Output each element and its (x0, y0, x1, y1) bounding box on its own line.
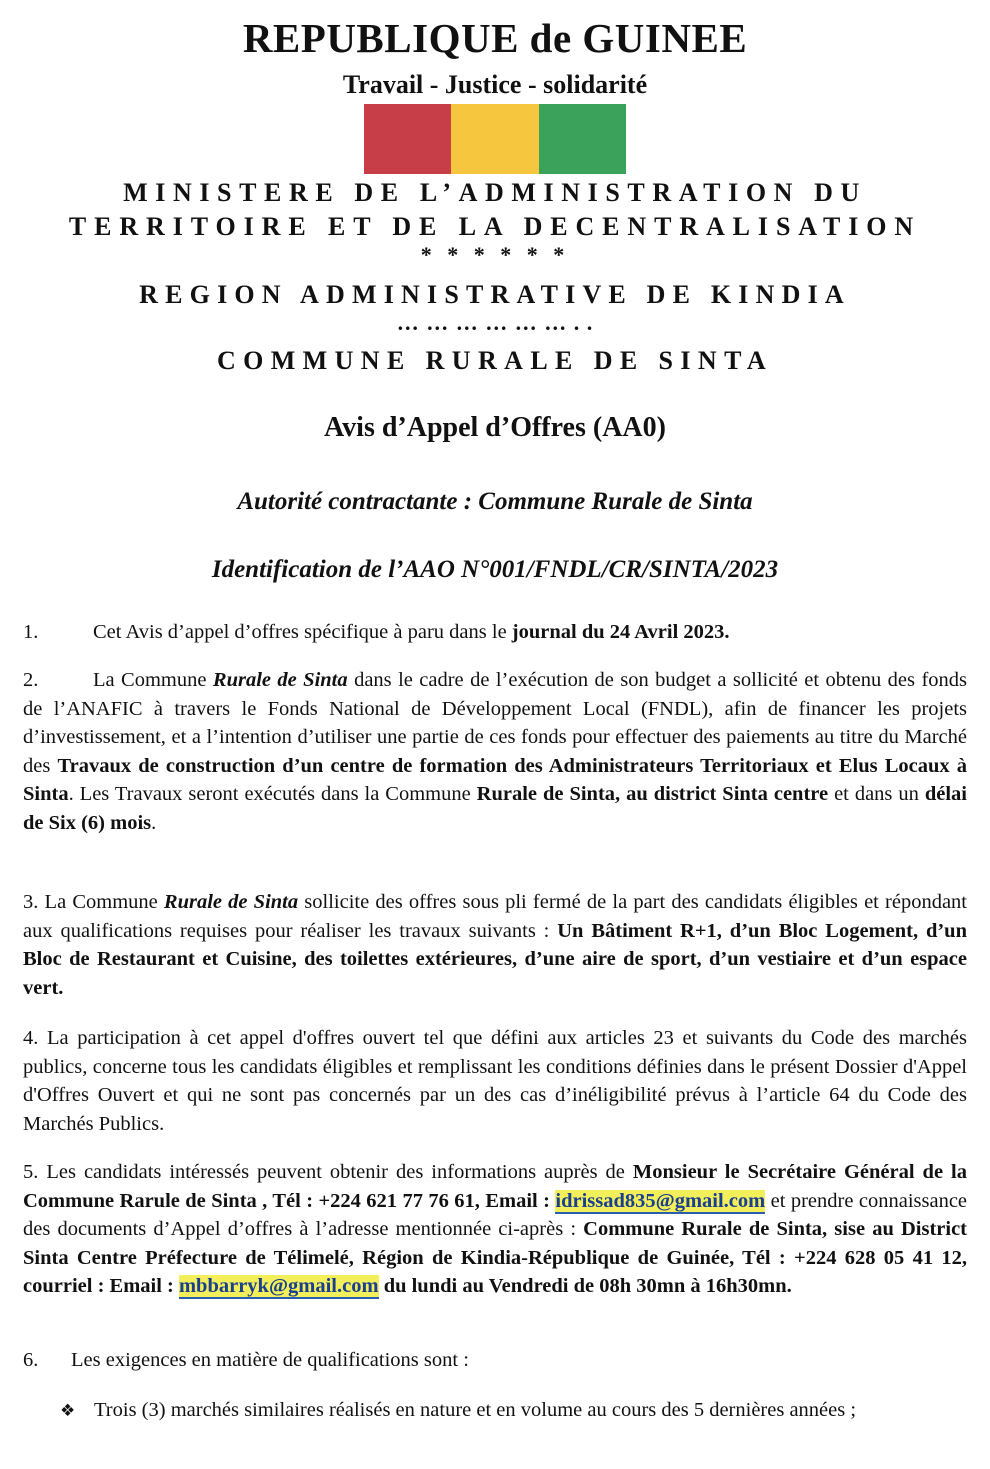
paragraph-number: 1. (23, 621, 39, 643)
paragraph-number: 2. (23, 669, 39, 691)
paragraph-4: 4. La participation à cet appel d'offres ouvert tel que défini aux articles 23 et suivants du Code des marchés publics, concerne tous les candidats éligibles et remplissant les conditions définies dans le présent Dossier d'Appel d'Offres Ouvert et qui ne sont pas concernés par un des cas d’inéligibilité prévus à l’article 64 du Code des Marchés Publics. (23, 1027, 967, 1135)
contracting-authority: Autorité contractante : Commune Rurale de Sinta (237, 488, 753, 515)
commune-name: COMMUNE RURALE DE SINTA (216, 346, 774, 375)
paragraph-6: 6. Les exigences en matière de qualifications sont : (23, 1346, 967, 1375)
paragraph-3: 3. La Commune Rurale de Sinta sollicite des offres sous pli fermé de la part des candidats éligibles et répondant aux qualifications requises pour réaliser les travaux suivants : Un Bâtiment R+1, d’un Bloc Logement, d’un Bloc de Restaurant et Cuisine, des toilettes extérieures, d’une aire de sport, d’un vestiaire et d’un espace vert. (23, 891, 967, 999)
stars-separator: * * * * * * (420, 242, 570, 267)
tender-identification: Identification de l’AAO N°001/FNDL/CR/SINTA/2023 (211, 556, 779, 583)
email-link-secretary[interactable]: idrissad835@gmail.com (555, 1189, 766, 1212)
flag-green-band (539, 104, 626, 174)
guinea-flag (364, 104, 626, 174)
ministry-line-2: TERRITOIRE ET DE LA DECENTRALISATION (68, 212, 922, 241)
republic-title: REPUBLIQUE de GUINEE (242, 15, 748, 61)
dots-separator: … … … … … … . . (396, 310, 594, 335)
flag-red-band (364, 104, 451, 174)
paragraph-5: 5. Les candidats intéressés peuvent obtenir des informations auprès de Monsieur le Secrétaire Général de la Commune Rarule de Sinta , Tél : +224 621 77 76 61, Email : idrissad835@gmail.com et prendre connaissance des documents d’Appel d’offres à l’adresse mentionnée ci-après : Commune Rurale de Sinta, sise au District Sinta Centre Préfecture de Télimelé, Région de Kindia-République de Guinée, Tél : +224 628 05 41 12, courriel : Email : mbbarryk@gmail.com du lundi au Vendredi de 08h 30mn à 16h30mn. (23, 1161, 968, 1297)
email-link-commune[interactable]: mbbarryk@gmail.com (178, 1275, 379, 1297)
paragraph-1: 1. Cet Avis d’appel d’offres spécifique à paru dans le journal du 24 Avril 2023. (23, 618, 967, 647)
paragraph-2: 2. La Commune Rurale de Sinta dans le cadre de l’exécution de son budget a sollicité et obtenu des fonds de l’ANAFIC à travers le Fonds National de Développement Local (FNDL), afin de financer les projets d’investissement, et a l’intention d’utiliser une partie de ces fonds pour effectuer des paiements au titre du Marché des Travaux de construction d’un centre de formation des Administrateurs Territoriaux et Elus Locaux à Sinta. Les Travaux seront exécutés dans la Commune Rurale de Sinta, au district Sinta centre et dans un délai de Six (6) mois. (23, 666, 967, 837)
requirement-bullet-1: ❖ Trois (3) marchés similaires réalisés en nature et en volume au cours des 5 dernières années ; (60, 1396, 965, 1426)
region-name: REGION ADMINISTRATIVE DE KINDIA (139, 280, 851, 309)
paragraph-number: 6. (23, 1349, 39, 1371)
ministry-line-1: MINISTERE DE L’ADMINISTRATION DU (123, 178, 867, 207)
flag-yellow-band (451, 104, 538, 174)
diamond-bullet-icon: ❖ (60, 1401, 76, 1421)
notice-title: Avis d’Appel d’Offres (AA0) (324, 412, 666, 443)
national-motto: Travail - Justice - solidarité (342, 70, 648, 99)
